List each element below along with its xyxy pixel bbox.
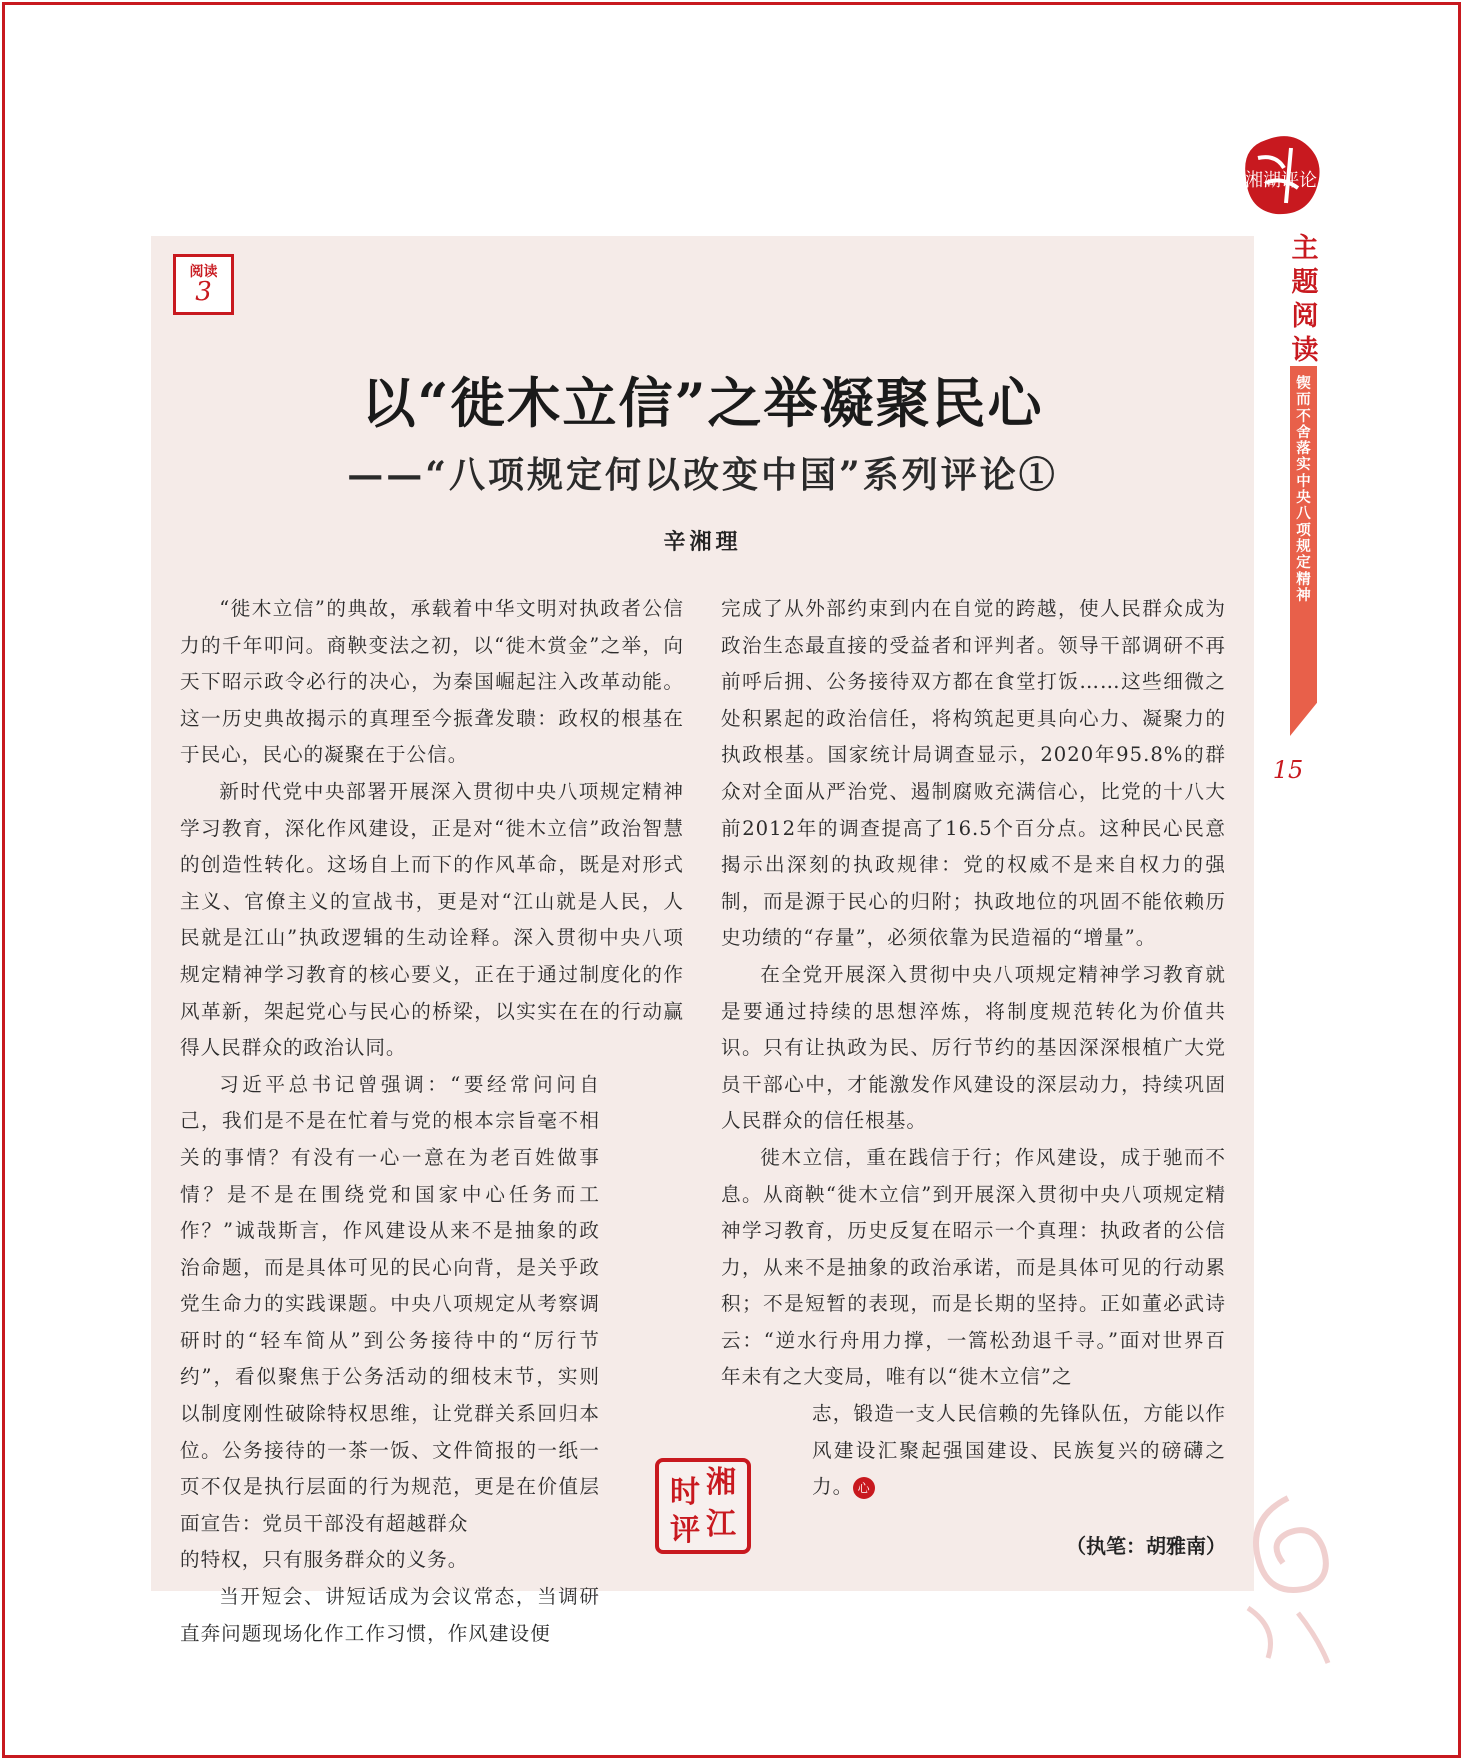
end-mark-icon: 心 [853,1477,875,1499]
badge-number: 3 [195,277,212,307]
seal-char: 江 [706,1507,736,1542]
badge-label: 阅读 [189,264,218,280]
seal-char: 湘 [706,1465,736,1500]
paragraph: 当开短会、讲短话成为会议常态，当调研直奔问题现场化作工作习惯，作风建设便 [180,1585,600,1645]
article-title: 以“徙木立信”之举凝聚民心 [361,371,1044,435]
logo-text: 湘湖评论 [1245,170,1317,191]
column-subtitle: 锲而不舍落实中央八项规定精神 [1296,376,1311,604]
article-column-right [721,591,1226,1506]
seal-stamp [655,1458,751,1554]
decorative-ornament [1228,1488,1338,1668]
byline: （执笔：胡雅南） [1066,1534,1226,1558]
paragraph: 习近平总书记曾强调：“要经常问问自己，我们是不是在忙着与党的根本宗旨毫不相关的事情？有没有一心一意在为老百姓做事情？是不是在围绕党和国家中心任务而工作？”诚哉斯言，作风建设从来不是抽象的政治命题，而是具体可见的民心向背，是关乎政党生命力的实践课题。中央八项规定从考察调研时的“轻车简从”到公务接待中的“厉行节约”，看似聚焦于公务活动的细枝末节，实则以制度刚性破除特权思维，让党群关系回归本位。公务接待的一茶一饭、文件简报的一纸一页不仅是执行层面的行为规范，更是在价值层面宣告：党员干部没有超越群众 [180,1072,600,1535]
paragraph: 完成了从外部约束到内在自觉的跨越，使人民群众成为政治生态最直接的受益者和评判者。领导干部调研不再前呼后拥、公务接待双方都在食堂打饭……这些细微之处积累起的政治信任，将构筑起更具向心力、凝聚力的执政根基。国家统计局调查显示，2020年95.8%的群众对全面从严治党、遏制腐败充满信心，比党的十八大前2012年的调查提高了16.5个百分点。这种民心民意揭示出深刻的执政规律：党的权威不是来自权力的强制，而是源于民心的归附；执政地位的巩固不能依赖历史功绩的“存量”，必须依靠为民造福的“增量”。 [721,597,1226,950]
article-column-left [180,591,684,1652]
paragraph: 在全党开展深入贯彻中央八项规定精神学习教育就是要通过持续的思想淬炼，将制度规范转化为价值共识。只有让执政为民、厉行节约的基因深深根植广大党员干部心中，才能激发作风建设的深层动力，持续巩固人民群众的信任根基。 [721,962,1226,1133]
paragraph: 徙木立信，重在践信于行；作风建设，成于驰而不息。从商鞅“徙木立信”到开展深入贯彻中央八项规定精神学习教育，历史反复在昭示一个真理：执政者的公信力，从来不是抽象的政治承诺，而是具体可见的行动累积；不是短暂的表现，而是长期的坚持。正如董必武诗云：“逆水行舟用力撑，一篙松劲退千寻。”面对世界百年未有之大变局，唯有以“徙木立信”之 [721,1145,1226,1389]
magazine-logo [1236,128,1326,220]
closing-text: 志，锻造一支人民信赖的先锋队伍，方能以作风建设汇聚起强国建设、民族复兴的磅礴之力。 [812,1402,1226,1499]
article-subtitle: ——“八项规定何以改变中国”系列评论① [347,454,1058,496]
side-column-title [1290,232,1320,368]
seal-char: 时 [670,1475,700,1510]
paragraph: 新时代党中央部署开展深入贯彻中央八项规定精神学习教育，深化作风建设，正是对“徙木立信”政治智慧的创造性转化。这场自上而下的作风革命，既是对形式主义、官僚主义的宣战书，更是对“江山就是人民，人民就是江山”执政逻辑的生动诠释。深入贯彻中央八项规定精神学习教育的核心要义，正在于通过制度化的作风革新，架起党心与民心的桥梁，以实实在在的行动赢得人民群众的政治认同。 [180,779,684,1060]
seal-char: 评 [670,1513,700,1548]
article-author: 辛湘理 [663,529,742,555]
paragraph: 的特权，只有服务群众的义务。 [180,1548,469,1572]
paragraph [812,1396,1226,1506]
paragraph: “徙木立信”的典故，承载着中华文明对执政者公信力的千年叩问。商鞅变法之初，以“徙木赏金”之举，向天下昭示政令必行的决心，为秦国崛起注入改革动能。这一历史典故揭示的真理至今振聋发聩：政权的根基在于民心，民心的凝聚在于公信。 [180,597,684,767]
page-number: 15 [1272,756,1304,784]
column-title: 主题阅读 [1291,233,1319,366]
reading-badge [173,254,234,315]
